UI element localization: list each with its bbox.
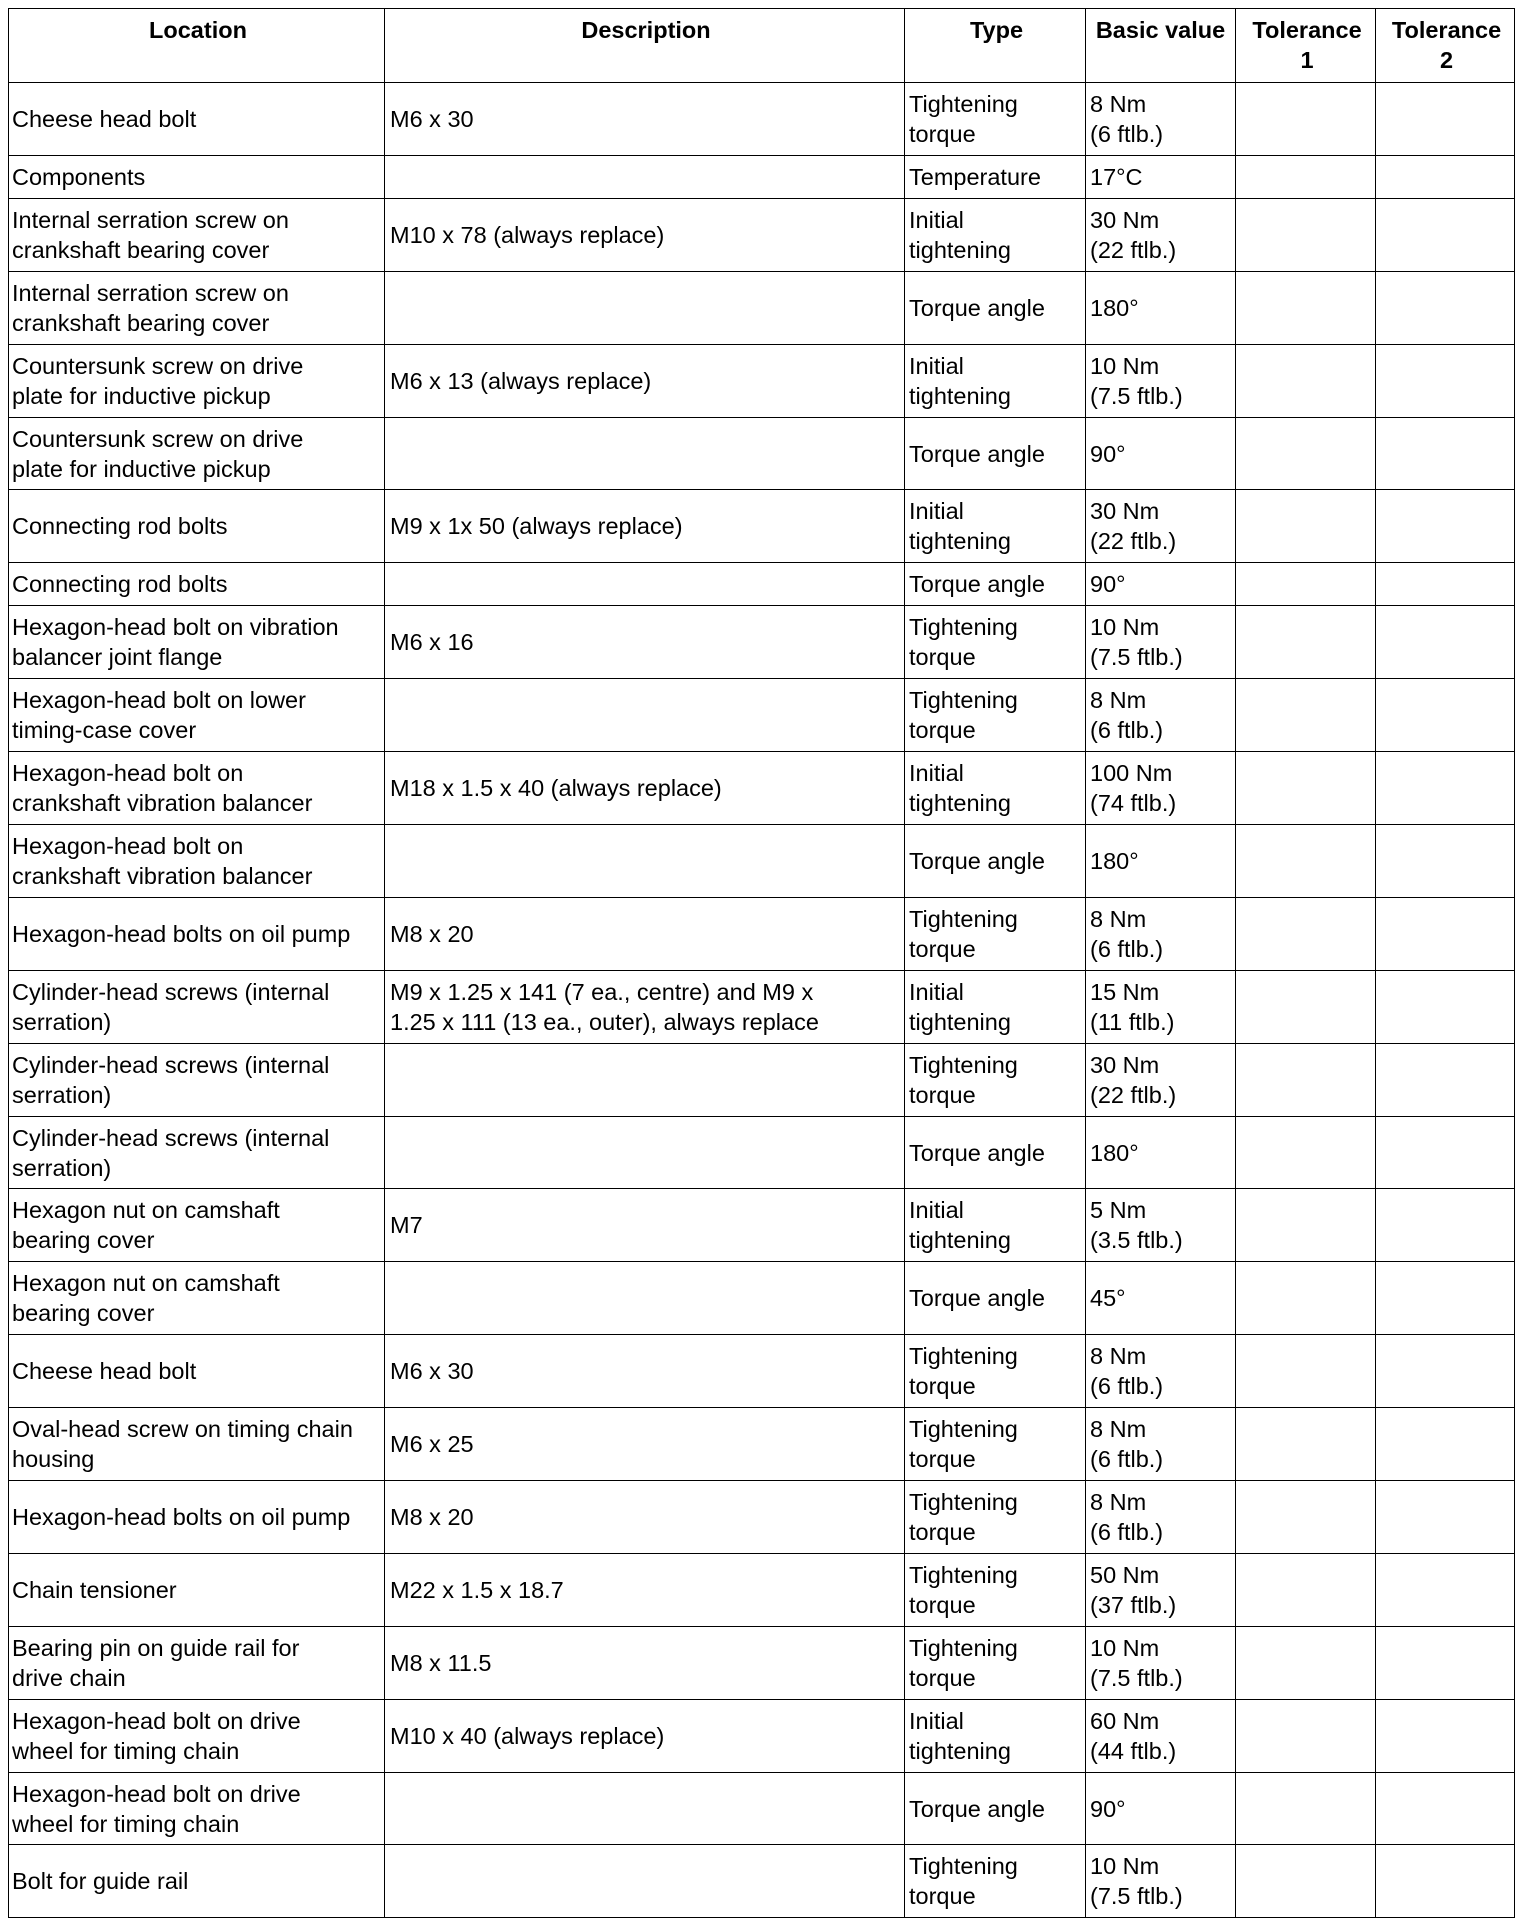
cell-location: Hexagon-head bolt on vibration balancer joint flange	[9, 606, 385, 679]
table-row	[9, 155, 1515, 198]
cell-basic-value: 10 Nm (7.5 ftlb.)	[1086, 1845, 1236, 1918]
cell-location: Bolt for guide rail	[9, 1845, 385, 1918]
cell-tolerance-2	[1376, 198, 1515, 271]
cell-type: Torque angle	[905, 1116, 1086, 1189]
table-header	[9, 9, 1515, 83]
table-row	[9, 198, 1515, 271]
cell-type: Torque angle	[905, 1262, 1086, 1335]
cell-type: Tightening torque	[905, 83, 1086, 156]
cell-basic-value: 50 Nm (37 ftlb.)	[1086, 1553, 1236, 1626]
cell-location: Countersunk screw on drive plate for inductive pickup	[9, 417, 385, 490]
table-row	[9, 563, 1515, 606]
cell-basic-value: 5 Nm (3.5 ftlb.)	[1086, 1189, 1236, 1262]
cell-tolerance-1	[1236, 1262, 1376, 1335]
cell-location: Cylinder-head screws (internal serration)	[9, 970, 385, 1043]
cell-basic-value: 10 Nm (7.5 ftlb.)	[1086, 344, 1236, 417]
cell-tolerance-1	[1236, 490, 1376, 563]
cell-tolerance-2	[1376, 606, 1515, 679]
cell-description: M18 x 1.5 x 40 (always replace)	[385, 752, 905, 825]
table-row	[9, 1262, 1515, 1335]
cell-description	[385, 563, 905, 606]
header-type: Type	[905, 9, 1086, 83]
header-location: Location	[9, 9, 385, 83]
header-row	[9, 9, 1515, 83]
cell-description	[385, 679, 905, 752]
cell-tolerance-1	[1236, 1189, 1376, 1262]
table-row	[9, 490, 1515, 563]
cell-type: Torque angle	[905, 417, 1086, 490]
cell-description: M7	[385, 1189, 905, 1262]
cell-tolerance-1	[1236, 1481, 1376, 1554]
cell-type: Tightening torque	[905, 1408, 1086, 1481]
cell-type: Tightening torque	[905, 1043, 1086, 1116]
cell-tolerance-2	[1376, 417, 1515, 490]
header-basic-value: Basic value	[1086, 9, 1236, 83]
cell-tolerance-1	[1236, 1116, 1376, 1189]
table-row	[9, 825, 1515, 898]
cell-tolerance-2	[1376, 897, 1515, 970]
cell-description	[385, 155, 905, 198]
cell-tolerance-1	[1236, 271, 1376, 344]
cell-tolerance-1	[1236, 752, 1376, 825]
cell-basic-value: 90°	[1086, 417, 1236, 490]
cell-basic-value: 180°	[1086, 1116, 1236, 1189]
cell-basic-value: 30 Nm (22 ftlb.)	[1086, 1043, 1236, 1116]
cell-description	[385, 417, 905, 490]
cell-tolerance-2	[1376, 1043, 1515, 1116]
cell-location: Internal serration screw on crankshaft bearing cover	[9, 198, 385, 271]
cell-description: M9 x 1x 50 (always replace)	[385, 490, 905, 563]
cell-basic-value: 30 Nm (22 ftlb.)	[1086, 490, 1236, 563]
cell-basic-value: 90°	[1086, 563, 1236, 606]
cell-tolerance-1	[1236, 417, 1376, 490]
table-row	[9, 1043, 1515, 1116]
cell-type: Torque angle	[905, 563, 1086, 606]
cell-basic-value: 60 Nm (44 ftlb.)	[1086, 1699, 1236, 1772]
cell-tolerance-2	[1376, 1335, 1515, 1408]
table-row	[9, 271, 1515, 344]
cell-location: Countersunk screw on drive plate for inductive pickup	[9, 344, 385, 417]
cell-description: M6 x 30	[385, 1335, 905, 1408]
cell-tolerance-1	[1236, 679, 1376, 752]
cell-type: Tightening torque	[905, 1553, 1086, 1626]
cell-location: Bearing pin on guide rail for drive chain	[9, 1626, 385, 1699]
cell-type: Torque angle	[905, 271, 1086, 344]
cell-type: Initial tightening	[905, 1699, 1086, 1772]
cell-description	[385, 1043, 905, 1116]
table-row	[9, 606, 1515, 679]
cell-tolerance-2	[1376, 1699, 1515, 1772]
tightening-specs-table	[8, 8, 1515, 1918]
header-tolerance-1: Tolerance 1	[1236, 9, 1376, 83]
cell-basic-value: 8 Nm (6 ftlb.)	[1086, 1408, 1236, 1481]
cell-basic-value: 8 Nm (6 ftlb.)	[1086, 897, 1236, 970]
cell-description: M6 x 25	[385, 1408, 905, 1481]
cell-description	[385, 1116, 905, 1189]
table-row	[9, 417, 1515, 490]
cell-location: Cheese head bolt	[9, 1335, 385, 1408]
cell-tolerance-1	[1236, 1553, 1376, 1626]
cell-description	[385, 1262, 905, 1335]
cell-description: M22 x 1.5 x 18.7	[385, 1553, 905, 1626]
table-row	[9, 970, 1515, 1043]
cell-type: Initial tightening	[905, 344, 1086, 417]
cell-tolerance-2	[1376, 970, 1515, 1043]
table-row	[9, 1335, 1515, 1408]
cell-tolerance-2	[1376, 1772, 1515, 1845]
cell-tolerance-2	[1376, 1116, 1515, 1189]
cell-tolerance-1	[1236, 970, 1376, 1043]
cell-location: Cheese head bolt	[9, 83, 385, 156]
cell-description: M6 x 16	[385, 606, 905, 679]
cell-tolerance-1	[1236, 1845, 1376, 1918]
cell-description: M8 x 11.5	[385, 1626, 905, 1699]
cell-tolerance-2	[1376, 1553, 1515, 1626]
table-row	[9, 897, 1515, 970]
cell-description	[385, 1772, 905, 1845]
cell-type: Initial tightening	[905, 1189, 1086, 1262]
table-body	[9, 83, 1515, 1918]
table-row	[9, 679, 1515, 752]
cell-basic-value: 30 Nm (22 ftlb.)	[1086, 198, 1236, 271]
cell-tolerance-1	[1236, 155, 1376, 198]
cell-type: Initial tightening	[905, 490, 1086, 563]
cell-location: Hexagon nut on camshaft bearing cover	[9, 1262, 385, 1335]
cell-basic-value: 8 Nm (6 ftlb.)	[1086, 83, 1236, 156]
cell-tolerance-2	[1376, 1845, 1515, 1918]
cell-tolerance-1	[1236, 606, 1376, 679]
cell-tolerance-2	[1376, 1408, 1515, 1481]
cell-location: Cylinder-head screws (internal serration)	[9, 1043, 385, 1116]
table-row	[9, 1699, 1515, 1772]
cell-description: M10 x 78 (always replace)	[385, 198, 905, 271]
cell-tolerance-2	[1376, 1189, 1515, 1262]
table-row	[9, 83, 1515, 156]
cell-tolerance-2	[1376, 83, 1515, 156]
cell-basic-value: 45°	[1086, 1262, 1236, 1335]
cell-tolerance-1	[1236, 1335, 1376, 1408]
cell-tolerance-2	[1376, 1626, 1515, 1699]
cell-description: M9 x 1.25 x 141 (7 ea., centre) and M9 x 1.25 x 111 (13 ea., outer), always replace	[385, 970, 905, 1043]
cell-basic-value: 90°	[1086, 1772, 1236, 1845]
cell-tolerance-1	[1236, 198, 1376, 271]
cell-tolerance-1	[1236, 344, 1376, 417]
cell-type: Torque angle	[905, 1772, 1086, 1845]
cell-type: Tightening torque	[905, 1626, 1086, 1699]
cell-type: Initial tightening	[905, 198, 1086, 271]
cell-basic-value: 8 Nm (6 ftlb.)	[1086, 679, 1236, 752]
cell-basic-value: 180°	[1086, 825, 1236, 898]
cell-tolerance-1	[1236, 1699, 1376, 1772]
cell-description: M6 x 13 (always replace)	[385, 344, 905, 417]
table-row	[9, 1189, 1515, 1262]
cell-location: Hexagon-head bolt on drive wheel for timing chain	[9, 1699, 385, 1772]
cell-tolerance-2	[1376, 271, 1515, 344]
table-row	[9, 1845, 1515, 1918]
cell-location: Hexagon-head bolt on drive wheel for timing chain	[9, 1772, 385, 1845]
header-tolerance-2: Tolerance 2	[1376, 9, 1515, 83]
cell-description	[385, 825, 905, 898]
cell-tolerance-1	[1236, 897, 1376, 970]
cell-basic-value: 8 Nm (6 ftlb.)	[1086, 1481, 1236, 1554]
cell-tolerance-2	[1376, 1262, 1515, 1335]
cell-location: Chain tensioner	[9, 1553, 385, 1626]
cell-tolerance-2	[1376, 344, 1515, 417]
cell-type: Torque angle	[905, 825, 1086, 898]
table-row	[9, 1772, 1515, 1845]
cell-location: Components	[9, 155, 385, 198]
cell-location: Connecting rod bolts	[9, 563, 385, 606]
cell-tolerance-2	[1376, 752, 1515, 825]
cell-description: M8 x 20	[385, 1481, 905, 1554]
cell-basic-value: 15 Nm (11 ftlb.)	[1086, 970, 1236, 1043]
cell-description: M6 x 30	[385, 83, 905, 156]
cell-location: Hexagon-head bolts on oil pump	[9, 1481, 385, 1554]
cell-type: Tightening torque	[905, 1845, 1086, 1918]
cell-tolerance-1	[1236, 1626, 1376, 1699]
cell-location: Hexagon nut on camshaft bearing cover	[9, 1189, 385, 1262]
cell-tolerance-2	[1376, 679, 1515, 752]
cell-type: Tightening torque	[905, 1335, 1086, 1408]
header-description: Description	[385, 9, 905, 83]
cell-basic-value: 10 Nm (7.5 ftlb.)	[1086, 1626, 1236, 1699]
cell-location: Hexagon-head bolt on crankshaft vibration balancer	[9, 825, 385, 898]
cell-tolerance-2	[1376, 155, 1515, 198]
cell-description: M10 x 40 (always replace)	[385, 1699, 905, 1772]
cell-basic-value: 180°	[1086, 271, 1236, 344]
cell-location: Connecting rod bolts	[9, 490, 385, 563]
table-row	[9, 1553, 1515, 1626]
cell-type: Tightening torque	[905, 1481, 1086, 1554]
cell-tolerance-2	[1376, 490, 1515, 563]
table-row	[9, 752, 1515, 825]
table-row	[9, 1626, 1515, 1699]
table-row	[9, 344, 1515, 417]
cell-tolerance-2	[1376, 1481, 1515, 1554]
cell-tolerance-1	[1236, 563, 1376, 606]
cell-type: Tightening torque	[905, 897, 1086, 970]
cell-location: Hexagon-head bolts on oil pump	[9, 897, 385, 970]
cell-type: Initial tightening	[905, 970, 1086, 1043]
cell-basic-value: 10 Nm (7.5 ftlb.)	[1086, 606, 1236, 679]
cell-tolerance-1	[1236, 1772, 1376, 1845]
cell-basic-value: 8 Nm (6 ftlb.)	[1086, 1335, 1236, 1408]
cell-tolerance-1	[1236, 1408, 1376, 1481]
cell-basic-value: 17°C	[1086, 155, 1236, 198]
cell-tolerance-1	[1236, 83, 1376, 156]
cell-location: Internal serration screw on crankshaft bearing cover	[9, 271, 385, 344]
cell-tolerance-2	[1376, 563, 1515, 606]
cell-type: Tightening torque	[905, 606, 1086, 679]
cell-location: Oval-head screw on timing chain housing	[9, 1408, 385, 1481]
cell-description	[385, 1845, 905, 1918]
cell-tolerance-1	[1236, 1043, 1376, 1116]
cell-location: Hexagon-head bolt on lower timing-case cover	[9, 679, 385, 752]
cell-tolerance-2	[1376, 825, 1515, 898]
table-row	[9, 1116, 1515, 1189]
table-row	[9, 1408, 1515, 1481]
cell-basic-value: 100 Nm (74 ftlb.)	[1086, 752, 1236, 825]
cell-location: Cylinder-head screws (internal serration)	[9, 1116, 385, 1189]
cell-location: Hexagon-head bolt on crankshaft vibration balancer	[9, 752, 385, 825]
cell-tolerance-1	[1236, 825, 1376, 898]
cell-type: Tightening torque	[905, 679, 1086, 752]
table-row	[9, 1481, 1515, 1554]
cell-description: M8 x 20	[385, 897, 905, 970]
cell-description	[385, 271, 905, 344]
cell-type: Initial tightening	[905, 752, 1086, 825]
cell-type: Temperature	[905, 155, 1086, 198]
